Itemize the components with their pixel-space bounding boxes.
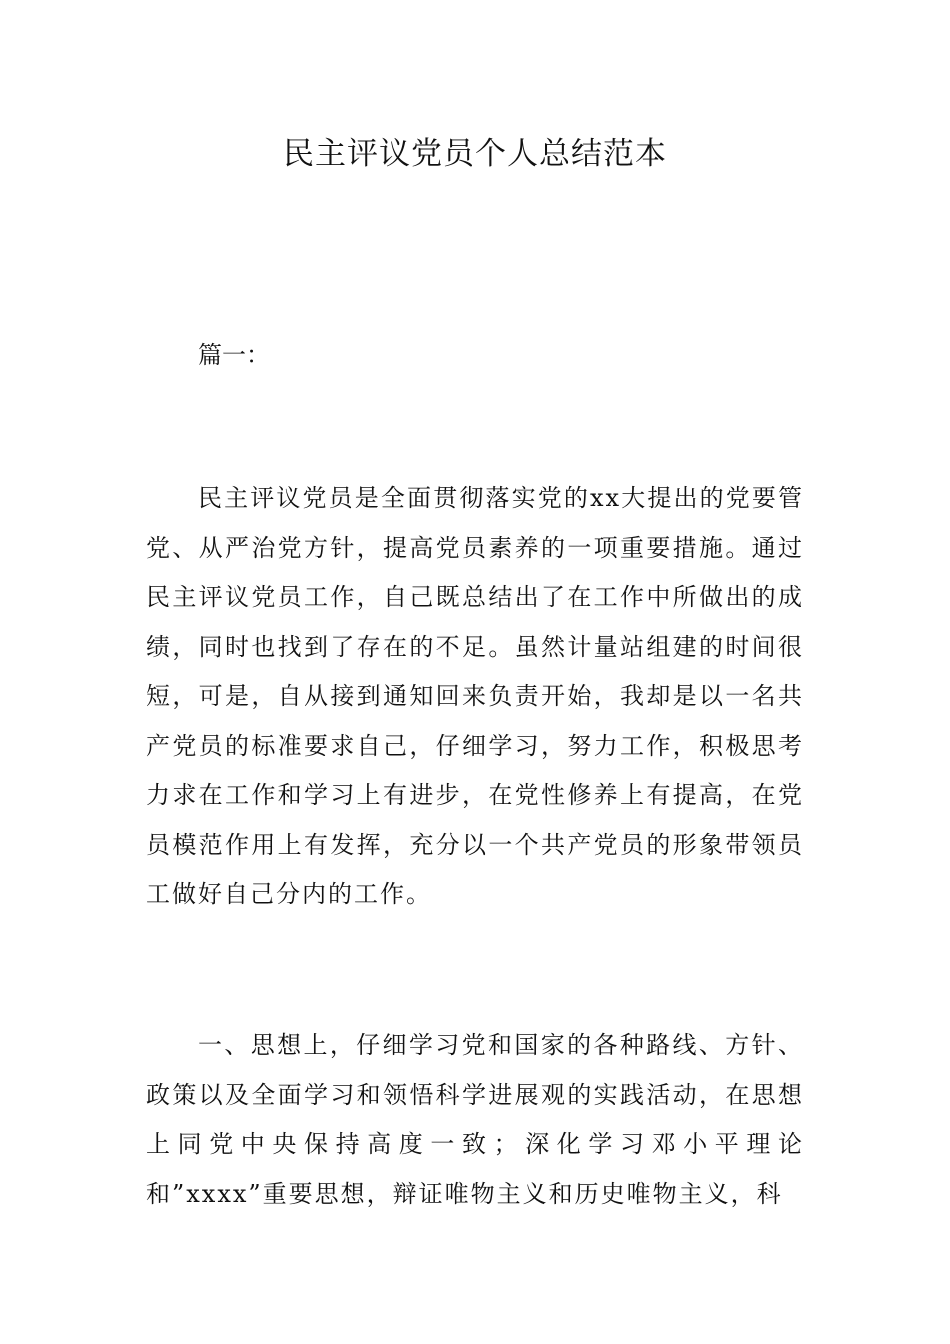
body-paragraph-ideology: 一、思想上，仔细学习党和国家的各种路线、方针、政策以及全面学习和领悟科学进展观的实践活动，在思想上同党中央保持高度一致；深化学习邓小平理论和”xxxx”重要思想，辩证唯物主义和历史唯物主义，科 — [146, 1031, 804, 1208]
document-title: 民主评议党员个人总结范本 — [283, 136, 667, 172]
section-label: 篇一： — [198, 341, 270, 369]
body-paragraph-intro: 民主评议党员是全面贯彻落实党的xx大提出的党要管党、从严治党方针，提高党员素养的一项重要措施。通过民主评议党员工作，自己既总结出了在工作中所做出的成绩，同时也找到了存在的不足。虽然计量站组建的时间很短，可是，自从接到通知回来负责开始，我却是以一名共产党员的标准要求自己，仔细学习，努力工作，积极思考力求在工作和学习上有进步，在党性修养上有提高，在党员模范作用上有发挥，充分以一个共产党员的形象带领员工做好自己分内的工作。 — [146, 484, 804, 908]
